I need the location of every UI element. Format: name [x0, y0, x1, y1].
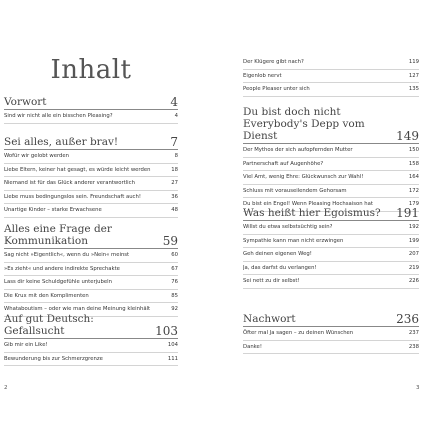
entry-page: 127 [408, 72, 419, 79]
entry-page: 4 [174, 113, 178, 119]
toc-entry[interactable] [243, 235, 419, 249]
entry-title: Wofür wir gelobt werden [4, 153, 70, 159]
entry-title: Geh deinen eigenen Weg! [243, 251, 312, 257]
entry-page: 36 [171, 193, 178, 200]
entry-page: 207 [408, 251, 419, 257]
toc-entry[interactable] [4, 110, 178, 124]
entry-page: 85 [171, 292, 178, 299]
entry-page: 192 [408, 224, 419, 230]
section-title: Nachwort [243, 313, 296, 325]
entry-title: Gib mir ein Like! [4, 342, 48, 348]
toc-entry[interactable] [243, 144, 419, 158]
toc-entry[interactable] [4, 191, 178, 205]
entry-page: 238 [408, 343, 419, 350]
entry-page: 172 [408, 187, 419, 194]
toc-entry[interactable] [243, 56, 419, 70]
entry-title: Partnerschaft auf Augenhöhe? [243, 160, 324, 167]
section-heading[interactable] [243, 106, 419, 144]
section-page: 191 [396, 206, 419, 220]
entry-page: 92 [171, 306, 178, 312]
toc-entry[interactable] [243, 248, 419, 262]
toc-section [4, 223, 178, 317]
toc-entry[interactable] [4, 164, 178, 178]
section-heading[interactable] [4, 96, 178, 110]
toc-entry[interactable] [243, 327, 419, 341]
toc-section [4, 96, 178, 124]
entry-title: People Pleaser unter sich [243, 86, 310, 92]
entry-page: 179 [408, 201, 419, 207]
toc-entry[interactable] [243, 185, 419, 199]
entry-page: 158 [408, 160, 419, 167]
entry-page: 226 [408, 278, 419, 284]
section-page: 7 [170, 135, 178, 149]
toc-entry[interactable] [4, 204, 178, 218]
left-page [0, 0, 212, 425]
toc-section [243, 207, 419, 289]
entry-title: Sympathie kann man nicht erzwingen [243, 237, 344, 244]
entry-title: Der Klügere gibt nach? [243, 59, 304, 65]
entry-title: Niemand ist für das Glück anderer verantwortlich [4, 180, 135, 186]
entry-page: 237 [408, 330, 419, 336]
section-title: Alles eine Frage der Kommunikation [4, 223, 112, 247]
right-page [213, 0, 425, 425]
entry-title: Danke! [243, 343, 262, 350]
entry-title: Lass dir keine Schuldgefühle unterjubeln [4, 279, 112, 285]
entry-page: 18 [171, 166, 178, 173]
entry-title: Du bist ein Engel! Wenn Pleasing Hochsaison hat [243, 201, 373, 207]
section-page: 236 [396, 312, 419, 326]
toc-entry[interactable] [4, 290, 178, 304]
toc-entry[interactable] [243, 262, 419, 276]
section-title: Du bist doch nicht Everybody's Depp vom Dienst [243, 106, 365, 142]
section-page: 59 [162, 234, 178, 248]
section-page: 149 [396, 129, 419, 143]
entry-page: 76 [171, 279, 178, 285]
toc-section [4, 313, 178, 366]
toc-entry[interactable] [243, 83, 419, 97]
toc-entry[interactable] [4, 263, 178, 277]
entry-title: Der Mythos der sich aufopfernden Mutter [243, 147, 353, 153]
toc-entry[interactable] [4, 339, 178, 353]
section-title: Sei alles, außer brav! [4, 136, 119, 148]
entry-page: 199 [408, 237, 419, 244]
entry-title: Schluss mit vorauseilendem Gehorsam [243, 187, 347, 194]
toc-entry[interactable] [243, 341, 419, 355]
entry-title: Sind wir nicht alle ein bisschen Pleasing? [4, 113, 113, 119]
entry-page: 48 [171, 207, 178, 213]
toc-entry[interactable] [243, 158, 419, 172]
entry-title: Bewunderung bis zur Schmerzgrenze [4, 355, 103, 362]
toc-entry[interactable] [4, 353, 178, 367]
entry-title: Willst du etwa selbstsüchtig sein? [243, 224, 333, 230]
section-title: Vorwort [4, 96, 47, 108]
toc-entry[interactable] [4, 276, 178, 290]
entry-page: 135 [408, 86, 419, 92]
toc-title: Inhalt [50, 55, 132, 85]
toc-entry[interactable] [243, 70, 419, 84]
entry-title: Öfter mal Ja sagen – zu deinen Wünschen [243, 330, 354, 336]
entry-page: 104 [167, 342, 178, 348]
toc-section [243, 106, 419, 212]
section-heading[interactable] [243, 207, 419, 221]
entry-title: Whataboutism – oder wie man deine Meinung kleinhält [4, 306, 151, 312]
page-number-left: 2 [4, 385, 8, 391]
entry-page: 8 [174, 153, 178, 159]
entry-page: 111 [167, 355, 178, 362]
toc-section [243, 313, 419, 354]
entry-page: 219 [408, 264, 419, 271]
entry-title: Unartige Kinder – starke Erwachsene [4, 207, 102, 213]
section-heading[interactable] [4, 313, 178, 339]
entry-page: 27 [171, 180, 178, 186]
section-title: Was heißt hier Egoismus? [243, 207, 381, 219]
toc-section-continued [243, 56, 419, 97]
entry-title: Liebe Eltern, keiner hat gesagt, es würde leicht werden [4, 166, 151, 173]
entry-title: Liebe muss bedingungslos sein. Freundschaft auch! [4, 193, 141, 200]
toc-entry[interactable] [4, 249, 178, 263]
entry-title: Viel Amt, wenig Ehre: Glückwunsch zur Wahl! [243, 174, 364, 180]
entry-page: 119 [408, 59, 419, 65]
section-page: 103 [155, 324, 178, 338]
entry-title: »Es zieht« und andere indirekte Sprechakte [4, 265, 120, 272]
entry-page: 164 [408, 174, 419, 180]
toc-section [4, 136, 178, 218]
entry-title: Eigenlob nervt [243, 72, 282, 79]
entry-page: 150 [408, 147, 419, 153]
section-page: 4 [170, 95, 178, 109]
toc-entry[interactable] [243, 275, 419, 289]
section-heading[interactable] [4, 136, 178, 150]
toc-entry[interactable] [4, 177, 178, 191]
entry-title: Die Krux mit den Komplimenten [4, 292, 89, 299]
entry-title: Sei nett zu dir selbst! [243, 278, 300, 284]
section-heading[interactable] [243, 313, 419, 327]
page-number-right: 3 [416, 385, 420, 391]
entry-page: 60 [171, 252, 178, 258]
toc-entry[interactable] [243, 221, 419, 235]
section-heading[interactable] [4, 223, 178, 249]
entry-page: 67 [171, 265, 178, 272]
section-title: Auf gut Deutsch: Gefallsucht [4, 313, 94, 337]
toc-entry[interactable] [243, 171, 419, 185]
toc-entry[interactable] [4, 150, 178, 164]
entry-title: Sag nicht »Eigentlich«, wenn du »Nein« meinst [4, 252, 130, 258]
entry-title: Ja, das darfst du verlangen! [243, 264, 317, 271]
